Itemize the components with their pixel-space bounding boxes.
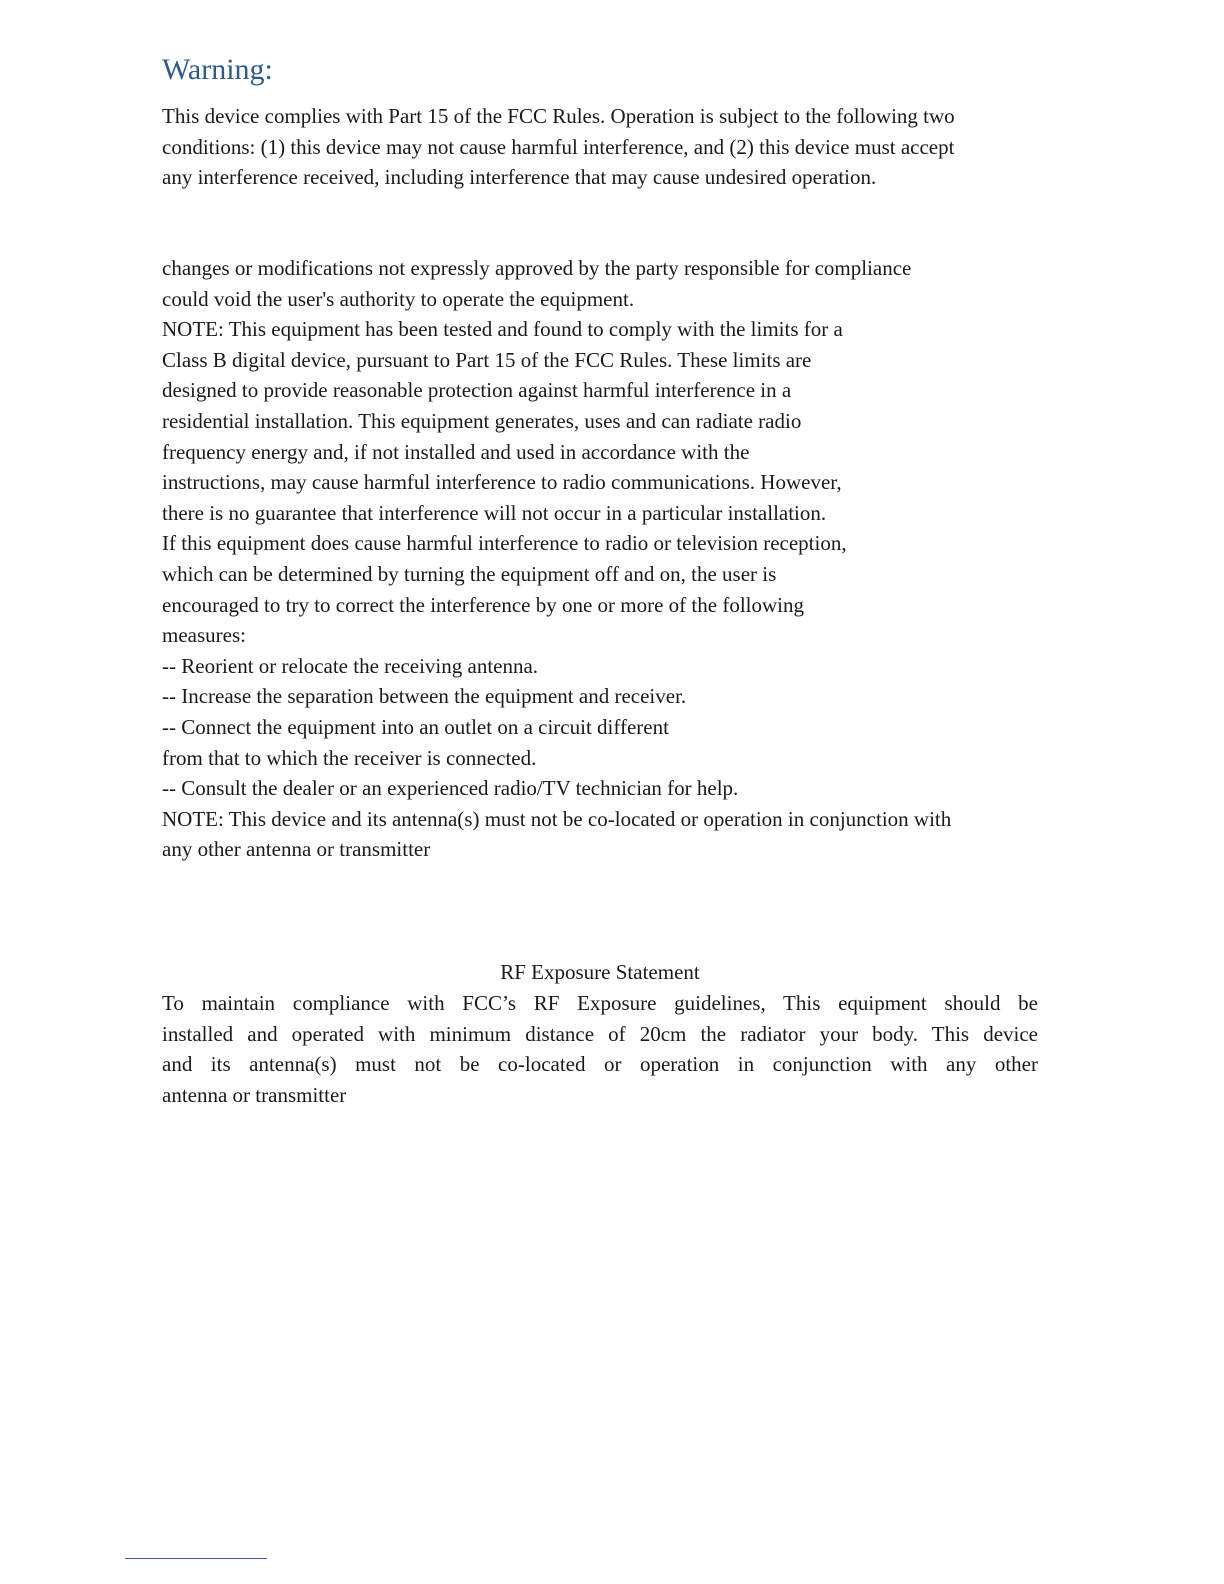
fcc-notice-line: any other antenna or transmitter (162, 837, 431, 862)
fcc-notice-line: from that to which the receiver is connected. (162, 745, 537, 770)
fcc-notice-line: measures: (162, 623, 246, 648)
warning-paragraph (162, 101, 955, 193)
fcc-notice-line: instructions, may cause harmful interference to radio communications. However, (162, 470, 842, 495)
fcc-notice-line: could void the user's authority to operate the equipment. (162, 286, 635, 311)
fcc-notice-line: designed to provide reasonable protection against harmful interference in a (162, 378, 792, 403)
warning-heading: Warning: (162, 53, 273, 86)
fcc-notice-line: NOTE: This equipment has been tested and found to comply with the limits for a (162, 317, 843, 342)
rf-exposure-paragraph (162, 988, 1038, 1110)
warning-line: any interference received, including interference that may cause undesired operation. (162, 165, 877, 190)
fcc-notice-line: NOTE: This device and its antenna(s) must not be co-located or operation in conjunction with (162, 806, 952, 831)
fcc-notice-line: -- Increase the separation between the equipment and receiver. (162, 684, 687, 709)
fcc-notice-line: changes or modifications not expressly approved by the party responsible for compliance (162, 256, 912, 280)
rf-exposure-line: To maintain compliance with FCC’s RF Exposure guidelines, This equipment should be (162, 991, 1038, 1015)
fcc-notice-line: residential installation. This equipment generates, uses and can radiate radio (162, 408, 802, 433)
rf-exposure-line: antenna or transmitter (162, 1082, 347, 1107)
fcc-notice-paragraph (162, 253, 951, 865)
fcc-notice-line: there is no guarantee that interference will not occur in a particular installation. (162, 500, 827, 525)
rf-exposure-title: RF Exposure Statement (500, 960, 700, 984)
rf-exposure-line: installed and operated with minimum distance of 20cm the radiator your body. This device (162, 1021, 1038, 1046)
fcc-notice-line: Class B digital device, pursuant to Part 15 of the FCC Rules. These limits are (162, 347, 812, 372)
rf-exposure-line: and its antenna(s) must not be co-located or operation in conjunction with any other (162, 1052, 1038, 1077)
fcc-notice-line: -- Reorient or relocate the receiving antenna. (162, 653, 539, 678)
fcc-notice-line: -- Consult the dealer or an experienced radio/TV technician for help. (162, 776, 739, 801)
footnote-separator (125, 1558, 267, 1559)
warning-line: conditions: (1) this device may not cause harmful interference, and (2) this device must accept (162, 134, 955, 159)
fcc-notice-line: encouraged to try to correct the interference by one or more of the following (162, 592, 804, 617)
warning-line: This device complies with Part 15 of the FCC Rules. Operation is subject to the following two (162, 104, 955, 128)
fcc-notice-line: If this equipment does cause harmful interference to radio or television reception, (162, 531, 847, 556)
fcc-notice-line: which can be determined by turning the equipment off and on, the user is (162, 561, 777, 586)
fcc-notice-line: frequency energy and, if not installed and used in accordance with the (162, 439, 750, 464)
fcc-notice-line: -- Connect the equipment into an outlet on a circuit different (162, 714, 669, 739)
